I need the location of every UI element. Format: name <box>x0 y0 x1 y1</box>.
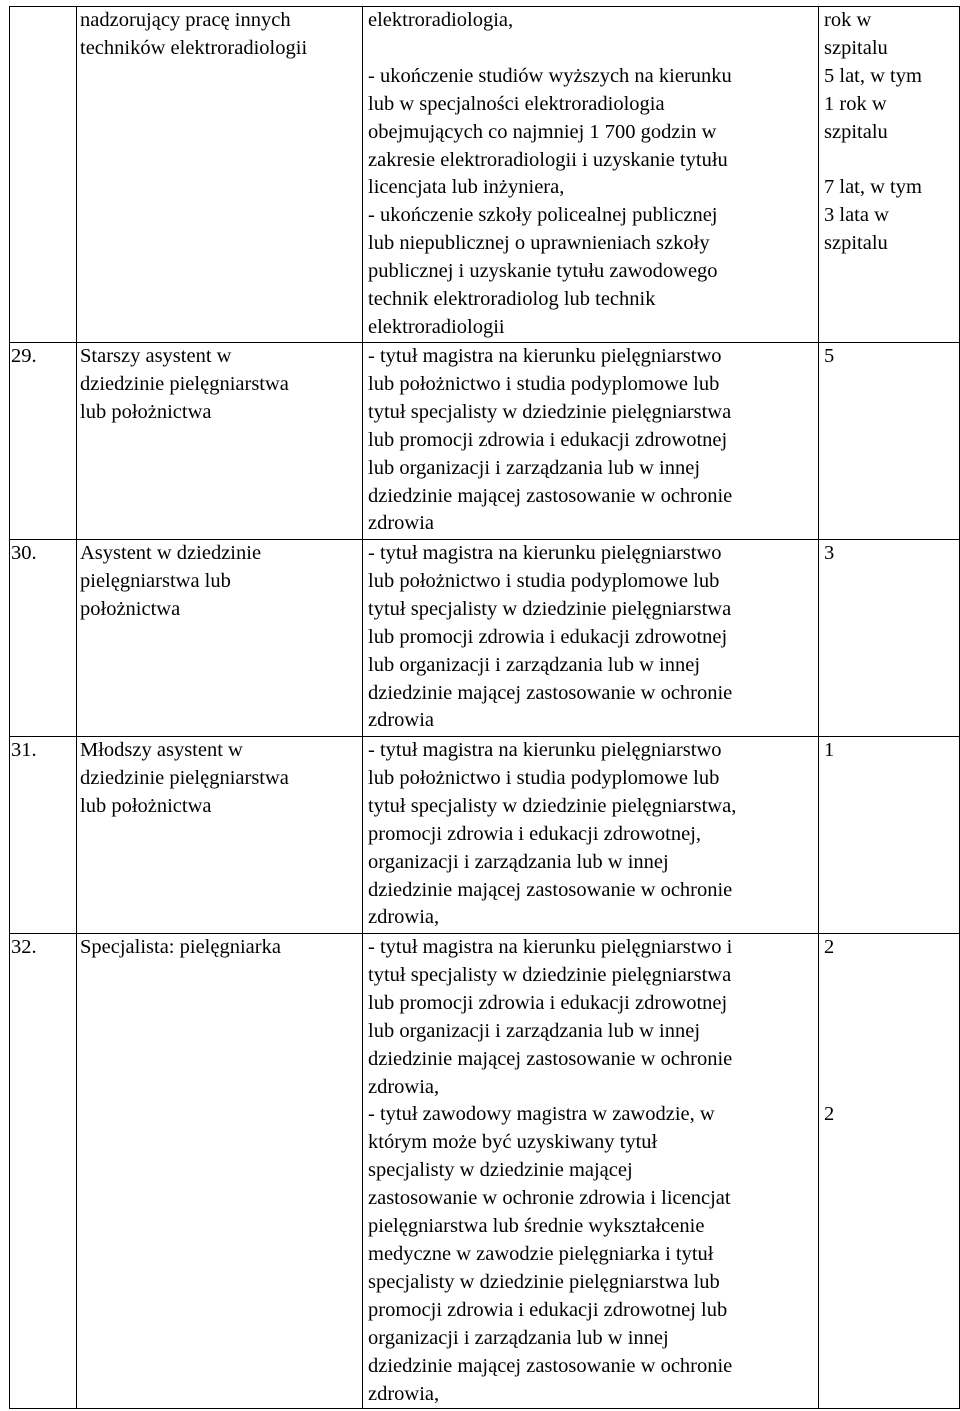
requirements-text: - tytuł magistra na kierunku pielęgniarstwo lub położnictwo i studia podyplomowe lub tytuł specjalisty w dziedzinie pielęgniarstwa lub promocji zdrowia i edukacji zdrowotnej lub organizacji i zarządzania lub w innej dziedzinie mającej zastosowanie w ochronie zdrowia <box>363 343 819 540</box>
table-row <box>10 343 960 540</box>
row-number: 30. <box>10 540 77 737</box>
requirements-text: - tytuł magistra na kierunku pielęgniarstwo i tytuł specjalisty w dziedzinie pielęgniarstwa lub promocji zdrowia i edukacji zdrowotnej lub organizacji i zarządzania lub w innej dziedzinie mającej zastosowanie w ochronie zdrowia, - tytuł zawodowy magistra w zawodzie, w którym może być uzyskiwany tytuł specjalisty w dziedzinie mającej zastosowanie w ochronie zdrowia i licencjat pielęgniarstwa lub średnie wykształcenie medyczne w zawodzie pielęgniarka i tytuł specjalisty w dziedzinie pielęgniarstwa lub promocji zdrowia i edukacji zdrowotnej lub organizacji i zarządzania lub w innej dziedzinie mającej zastosowanie w ochronie zdrowia, <box>363 934 819 1409</box>
qualifications-table <box>9 6 960 1409</box>
table-row <box>10 7 960 343</box>
row-number: 32. <box>10 934 77 1409</box>
row-number: 29. <box>10 343 77 540</box>
years-of-experience: 5 <box>819 343 960 540</box>
years-of-experience: 1 <box>819 737 960 934</box>
table-row <box>10 737 960 934</box>
years-of-experience: 3 <box>819 540 960 737</box>
row-number <box>10 7 77 343</box>
row-number: 31. <box>10 737 77 934</box>
position-title: Specjalista: pielęgniarka <box>77 934 363 1409</box>
years-of-experience: 2 2 <box>819 934 960 1409</box>
table-row <box>10 540 960 737</box>
requirements-text: elektroradiologia, - ukończenie studiów wyższych na kierunku lub w specjalności elektroradiologia obejmujących co najmniej 1 700 godzin w zakresie elektroradiologii i uzyskanie tytułu licencjata lub inżyniera, - ukończenie szkoły policealnej publicznej lub niepublicznej o uprawnieniach szkoły publicznej i uzyskanie tytułu zawodowego technik elektroradiolog lub technik elektroradiologii <box>363 7 819 343</box>
table-row <box>10 934 960 1409</box>
requirements-text: - tytuł magistra na kierunku pielęgniarstwo lub położnictwo i studia podyplomowe lub tytuł specjalisty w dziedzinie pielęgniarstwa, promocji zdrowia i edukacji zdrowotnej, organizacji i zarządzania lub w innej dziedzinie mającej zastosowanie w ochronie zdrowia, <box>363 737 819 934</box>
requirements-text: - tytuł magistra na kierunku pielęgniarstwo lub położnictwo i studia podyplomowe lub tytuł specjalisty w dziedzinie pielęgniarstwa lub promocji zdrowia i edukacji zdrowotnej lub organizacji i zarządzania lub w innej dziedzinie mającej zastosowanie w ochronie zdrowia <box>363 540 819 737</box>
years-of-experience: rok w szpitalu 5 lat, w tym 1 rok w szpitalu 7 lat, w tym 3 lata w szpitalu <box>819 7 960 343</box>
position-title: Młodszy asystent w dziedzinie pielęgniarstwa lub położnictwa <box>77 737 363 934</box>
position-title: nadzorujący pracę innych techników elektroradiologii <box>77 7 363 343</box>
position-title: Starszy asystent w dziedzinie pielęgniarstwa lub położnictwa <box>77 343 363 540</box>
position-title: Asystent w dziedzinie pielęgniarstwa lub położnictwa <box>77 540 363 737</box>
